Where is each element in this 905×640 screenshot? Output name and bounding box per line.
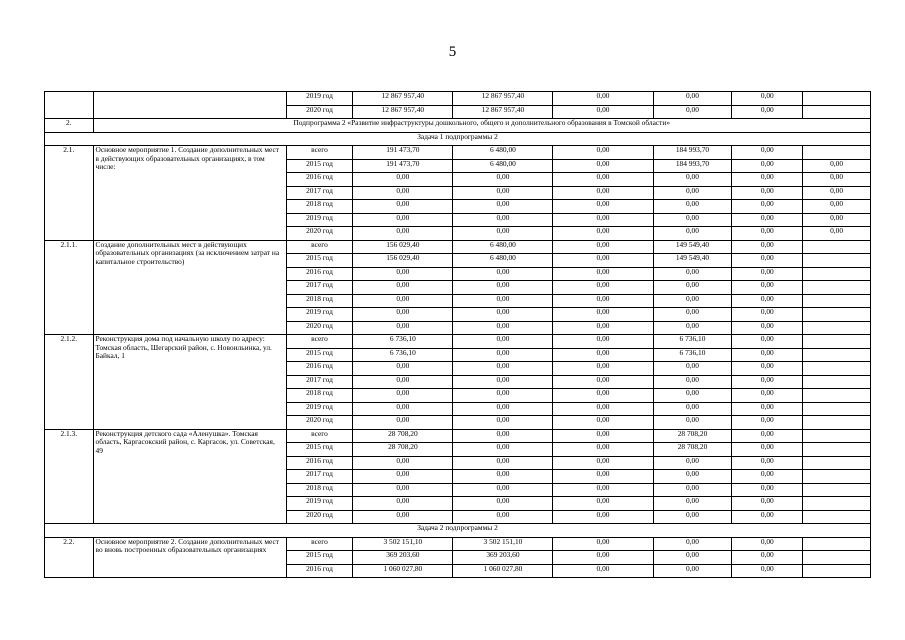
- item-number: 2.1.1.: [45, 240, 94, 335]
- value-cell: 0,00: [553, 416, 653, 430]
- value-cell: 0,00: [553, 213, 653, 227]
- value-cell: 0,00: [553, 497, 653, 511]
- value-cell: [803, 443, 871, 457]
- year-cell: 2016 год: [286, 362, 353, 376]
- value-cell: 0,00: [653, 105, 732, 119]
- value-cell: 0,00: [653, 402, 732, 416]
- value-cell: 12 867 957,40: [453, 105, 553, 119]
- value-cell: 0,00: [653, 173, 732, 187]
- value-cell: 0,00: [453, 416, 553, 430]
- value-cell: 6 480,00: [453, 254, 553, 268]
- year-cell: 2017 год: [286, 470, 353, 484]
- value-cell: 0,00: [553, 186, 653, 200]
- value-cell: 0,00: [553, 335, 653, 349]
- value-cell: 0,00: [553, 321, 653, 335]
- value-cell: 0,00: [803, 173, 871, 187]
- value-cell: 6 736,10: [353, 335, 453, 349]
- value-cell: 0,00: [353, 375, 453, 389]
- value-cell: 0,00: [732, 227, 803, 241]
- value-cell: 12 867 957,40: [353, 105, 453, 119]
- year-cell: 2017 год: [286, 281, 353, 295]
- value-cell: 184 993,70: [653, 159, 732, 173]
- value-cell: 0,00: [453, 456, 553, 470]
- year-cell: всего: [286, 429, 353, 443]
- value-cell: [803, 335, 871, 349]
- value-cell: 0,00: [453, 402, 553, 416]
- value-cell: [803, 510, 871, 524]
- value-cell: 0,00: [353, 186, 453, 200]
- row-number-cell: [45, 92, 94, 119]
- value-cell: 0,00: [553, 389, 653, 403]
- year-cell: 2018 год: [286, 294, 353, 308]
- year-cell: 2020 год: [286, 416, 353, 430]
- page-number: 5: [448, 44, 457, 60]
- value-cell: 0,00: [732, 510, 803, 524]
- value-cell: 149 549,40: [653, 254, 732, 268]
- value-cell: [803, 267, 871, 281]
- value-cell: 0,00: [353, 483, 453, 497]
- value-cell: 0,00: [732, 402, 803, 416]
- value-cell: 0,00: [553, 537, 653, 551]
- year-cell: 2015 год: [286, 254, 353, 268]
- value-cell: 0,00: [732, 281, 803, 295]
- value-cell: 28 708,20: [653, 429, 732, 443]
- value-cell: 0,00: [653, 294, 732, 308]
- value-cell: 12 867 957,40: [453, 92, 553, 106]
- value-cell: 191 473,70: [353, 146, 453, 160]
- value-cell: [803, 281, 871, 295]
- year-cell: 2019 год: [286, 308, 353, 322]
- value-cell: [803, 321, 871, 335]
- value-cell: 0,00: [553, 105, 653, 119]
- task-1-row: [45, 132, 871, 146]
- year-cell: 2015 год: [286, 159, 353, 173]
- value-cell: 0,00: [453, 200, 553, 214]
- year-cell: всего: [286, 537, 353, 551]
- value-cell: 0,00: [353, 470, 453, 484]
- value-cell: 0,00: [653, 200, 732, 214]
- value-cell: 0,00: [732, 416, 803, 430]
- value-cell: 0,00: [732, 443, 803, 457]
- value-cell: 0,00: [653, 537, 732, 551]
- value-cell: [803, 92, 871, 106]
- value-cell: [803, 537, 871, 551]
- value-cell: 0,00: [553, 362, 653, 376]
- value-cell: 0,00: [553, 564, 653, 578]
- value-cell: 149 549,40: [653, 240, 732, 254]
- value-cell: 0,00: [732, 146, 803, 160]
- budget-table-body: [45, 92, 871, 578]
- year-cell: 2019 год: [286, 92, 353, 106]
- value-cell: 0,00: [553, 146, 653, 160]
- value-cell: 0,00: [732, 92, 803, 106]
- year-cell: 2019 год: [286, 402, 353, 416]
- value-cell: 0,00: [732, 159, 803, 173]
- value-cell: [803, 362, 871, 376]
- value-cell: 0,00: [653, 375, 732, 389]
- value-cell: 0,00: [553, 510, 653, 524]
- value-cell: 0,00: [653, 362, 732, 376]
- value-cell: 0,00: [653, 564, 732, 578]
- value-cell: 0,00: [453, 281, 553, 295]
- value-cell: 3 502 151,10: [353, 537, 453, 551]
- value-cell: 0,00: [353, 362, 453, 376]
- value-cell: [803, 416, 871, 430]
- value-cell: 0,00: [453, 429, 553, 443]
- year-cell: 2018 год: [286, 483, 353, 497]
- value-cell: 0,00: [553, 173, 653, 187]
- value-cell: 0,00: [353, 200, 453, 214]
- value-cell: 0,00: [553, 375, 653, 389]
- value-cell: 0,00: [732, 200, 803, 214]
- year-cell: 2020 год: [286, 510, 353, 524]
- value-cell: 6 480,00: [453, 159, 553, 173]
- value-cell: 0,00: [732, 254, 803, 268]
- value-cell: 0,00: [453, 213, 553, 227]
- value-cell: 0,00: [803, 159, 871, 173]
- value-cell: 0,00: [453, 362, 553, 376]
- value-cell: 0,00: [732, 362, 803, 376]
- value-cell: 0,00: [732, 497, 803, 511]
- item-description: Основное мероприятие 1. Создание дополнительных мест в действующих образовательных организациях, в том числе:: [93, 146, 286, 241]
- value-cell: 28 708,20: [353, 429, 453, 443]
- value-cell: 369 203,60: [453, 551, 553, 565]
- value-cell: 0,00: [732, 483, 803, 497]
- value-cell: 0,00: [653, 551, 732, 565]
- value-cell: 6 736,10: [353, 348, 453, 362]
- value-cell: 0,00: [553, 92, 653, 106]
- value-cell: 0,00: [553, 483, 653, 497]
- year-cell: 2016 год: [286, 267, 353, 281]
- value-cell: [803, 294, 871, 308]
- value-cell: 0,00: [353, 213, 453, 227]
- value-cell: [803, 240, 871, 254]
- value-cell: 0,00: [353, 173, 453, 187]
- value-cell: 0,00: [453, 267, 553, 281]
- value-cell: 0,00: [732, 213, 803, 227]
- value-cell: 0,00: [803, 186, 871, 200]
- value-cell: 0,00: [353, 267, 453, 281]
- table-row: [45, 146, 871, 160]
- value-cell: 0,00: [553, 348, 653, 362]
- value-cell: [803, 389, 871, 403]
- value-cell: [803, 497, 871, 511]
- year-cell: 2016 год: [286, 173, 353, 187]
- value-cell: 0,00: [553, 456, 653, 470]
- value-cell: 0,00: [453, 308, 553, 322]
- value-cell: 0,00: [553, 281, 653, 295]
- value-cell: 0,00: [453, 497, 553, 511]
- value-cell: 0,00: [803, 200, 871, 214]
- value-cell: 0,00: [353, 308, 453, 322]
- value-cell: 0,00: [453, 294, 553, 308]
- item-number: 2.1.3.: [45, 429, 94, 524]
- year-cell: 2015 год: [286, 551, 353, 565]
- value-cell: 0,00: [732, 456, 803, 470]
- value-cell: 0,00: [353, 227, 453, 241]
- value-cell: 0,00: [732, 551, 803, 565]
- value-cell: 0,00: [353, 281, 453, 295]
- value-cell: [803, 375, 871, 389]
- value-cell: 156 029,40: [353, 240, 453, 254]
- value-cell: 0,00: [453, 348, 553, 362]
- value-cell: [803, 564, 871, 578]
- budget-table: [44, 91, 871, 578]
- value-cell: 0,00: [653, 267, 732, 281]
- value-cell: 0,00: [653, 227, 732, 241]
- value-cell: 0,00: [553, 159, 653, 173]
- value-cell: 0,00: [353, 389, 453, 403]
- table-row: [45, 335, 871, 349]
- value-cell: [803, 551, 871, 565]
- value-cell: [803, 470, 871, 484]
- value-cell: [803, 254, 871, 268]
- year-cell: 2020 год: [286, 105, 353, 119]
- value-cell: 0,00: [353, 497, 453, 511]
- year-cell: всего: [286, 335, 353, 349]
- value-cell: 0,00: [453, 335, 553, 349]
- value-cell: 0,00: [553, 443, 653, 457]
- value-cell: 0,00: [553, 240, 653, 254]
- value-cell: 0,00: [653, 483, 732, 497]
- value-cell: 0,00: [353, 416, 453, 430]
- value-cell: 6 736,10: [653, 335, 732, 349]
- value-cell: 0,00: [353, 321, 453, 335]
- value-cell: 0,00: [732, 537, 803, 551]
- value-cell: 0,00: [653, 321, 732, 335]
- year-cell: 2015 год: [286, 443, 353, 457]
- value-cell: 0,00: [732, 173, 803, 187]
- value-cell: 0,00: [653, 456, 732, 470]
- value-cell: 369 203,60: [353, 551, 453, 565]
- value-cell: 0,00: [803, 227, 871, 241]
- value-cell: 0,00: [732, 267, 803, 281]
- value-cell: 0,00: [453, 443, 553, 457]
- value-cell: 0,00: [653, 470, 732, 484]
- value-cell: 0,00: [453, 470, 553, 484]
- value-cell: 191 473,70: [353, 159, 453, 173]
- value-cell: 0,00: [453, 375, 553, 389]
- year-cell: 2018 год: [286, 200, 353, 214]
- item-description: Реконструкция дома под начальную школу по адресу: Томская область, Шегарский район, с. Новоильинка, ул. Байкал, 1: [93, 335, 286, 430]
- value-cell: 0,00: [453, 389, 553, 403]
- value-cell: 0,00: [553, 308, 653, 322]
- year-cell: 2020 год: [286, 321, 353, 335]
- value-cell: 6 480,00: [453, 240, 553, 254]
- value-cell: 0,00: [353, 294, 453, 308]
- value-cell: 28 708,20: [653, 443, 732, 457]
- value-cell: 0,00: [653, 281, 732, 295]
- value-cell: 12 867 957,40: [353, 92, 453, 106]
- value-cell: 0,00: [732, 375, 803, 389]
- value-cell: 0,00: [732, 321, 803, 335]
- year-cell: 2017 год: [286, 375, 353, 389]
- item-number: 2.2.: [45, 537, 94, 578]
- value-cell: 0,00: [732, 240, 803, 254]
- table-row: [45, 537, 871, 551]
- value-cell: 0,00: [653, 416, 732, 430]
- value-cell: [803, 308, 871, 322]
- value-cell: 0,00: [553, 402, 653, 416]
- value-cell: 0,00: [732, 429, 803, 443]
- table-row: [45, 92, 871, 106]
- value-cell: 6 736,10: [653, 348, 732, 362]
- value-cell: 156 029,40: [353, 254, 453, 268]
- value-cell: 0,00: [353, 402, 453, 416]
- year-cell: 2019 год: [286, 497, 353, 511]
- value-cell: 0,00: [553, 267, 653, 281]
- value-cell: [803, 456, 871, 470]
- value-cell: 0,00: [732, 335, 803, 349]
- value-cell: 0,00: [653, 389, 732, 403]
- value-cell: 0,00: [653, 213, 732, 227]
- value-cell: 0,00: [732, 389, 803, 403]
- value-cell: 0,00: [553, 551, 653, 565]
- value-cell: [803, 402, 871, 416]
- item-number: 2.1.2.: [45, 335, 94, 430]
- item-number: 2.1.: [45, 146, 94, 241]
- table-row: [45, 240, 871, 254]
- value-cell: 0,00: [453, 321, 553, 335]
- description-cell: [93, 92, 286, 119]
- value-cell: [803, 146, 871, 160]
- value-cell: 0,00: [732, 564, 803, 578]
- subprogram-row: [45, 119, 871, 133]
- value-cell: [803, 429, 871, 443]
- table-row: [45, 429, 871, 443]
- value-cell: 0,00: [653, 186, 732, 200]
- value-cell: 0,00: [732, 470, 803, 484]
- value-cell: 0,00: [453, 483, 553, 497]
- value-cell: 0,00: [653, 308, 732, 322]
- value-cell: 1 060 027,80: [353, 564, 453, 578]
- value-cell: 0,00: [732, 105, 803, 119]
- subprogram-title: Подпрограмма 2 «Развитие инфраструктуры дошкольного, общего и дополнительного образования в Томской области»: [93, 119, 870, 133]
- value-cell: 0,00: [732, 186, 803, 200]
- item-description: Основное мероприятие 2. Создание дополнительных мест во вновь построенных образовательных организациях: [93, 537, 286, 578]
- value-cell: 0,00: [732, 294, 803, 308]
- value-cell: [803, 348, 871, 362]
- year-cell: 2018 год: [286, 389, 353, 403]
- value-cell: 0,00: [553, 470, 653, 484]
- value-cell: 0,00: [453, 186, 553, 200]
- value-cell: 1 060 027,80: [453, 564, 553, 578]
- year-cell: всего: [286, 240, 353, 254]
- value-cell: 0,00: [553, 227, 653, 241]
- value-cell: 0,00: [732, 308, 803, 322]
- value-cell: 0,00: [453, 227, 553, 241]
- value-cell: 3 502 151,10: [453, 537, 553, 551]
- value-cell: 0,00: [553, 254, 653, 268]
- task-2-row-label: Задача 2 подпрограммы 2: [45, 524, 871, 538]
- task-1-row-label: Задача 1 подпрограммы 2: [45, 132, 871, 146]
- item-description: Реконструкция детского сада «Аленушка». Томская область, Каргасокский район, с. Каргасок, ул. Советская, 49: [93, 429, 286, 524]
- value-cell: 0,00: [653, 92, 732, 106]
- value-cell: [803, 483, 871, 497]
- value-cell: 0,00: [732, 348, 803, 362]
- value-cell: 0,00: [653, 510, 732, 524]
- value-cell: 0,00: [353, 456, 453, 470]
- year-cell: 2015 год: [286, 348, 353, 362]
- year-cell: всего: [286, 146, 353, 160]
- value-cell: 0,00: [353, 510, 453, 524]
- year-cell: 2017 год: [286, 186, 353, 200]
- task-2-row: [45, 524, 871, 538]
- value-cell: 0,00: [553, 200, 653, 214]
- value-cell: 184 993,70: [653, 146, 732, 160]
- year-cell: 2016 год: [286, 456, 353, 470]
- value-cell: 0,00: [653, 497, 732, 511]
- value-cell: [803, 105, 871, 119]
- value-cell: 6 480,00: [453, 146, 553, 160]
- value-cell: 0,00: [453, 510, 553, 524]
- value-cell: 0,00: [553, 429, 653, 443]
- value-cell: 0,00: [553, 294, 653, 308]
- subprogram-number: 2.: [45, 119, 94, 133]
- value-cell: 0,00: [453, 173, 553, 187]
- year-cell: 2016 год: [286, 564, 353, 578]
- year-cell: 2020 год: [286, 227, 353, 241]
- value-cell: 28 708,20: [353, 443, 453, 457]
- item-description: Создание дополнительных мест в действующих образовательных организациях (за исключением затрат на капитальное строительство): [93, 240, 286, 335]
- year-cell: 2019 год: [286, 213, 353, 227]
- value-cell: 0,00: [803, 213, 871, 227]
